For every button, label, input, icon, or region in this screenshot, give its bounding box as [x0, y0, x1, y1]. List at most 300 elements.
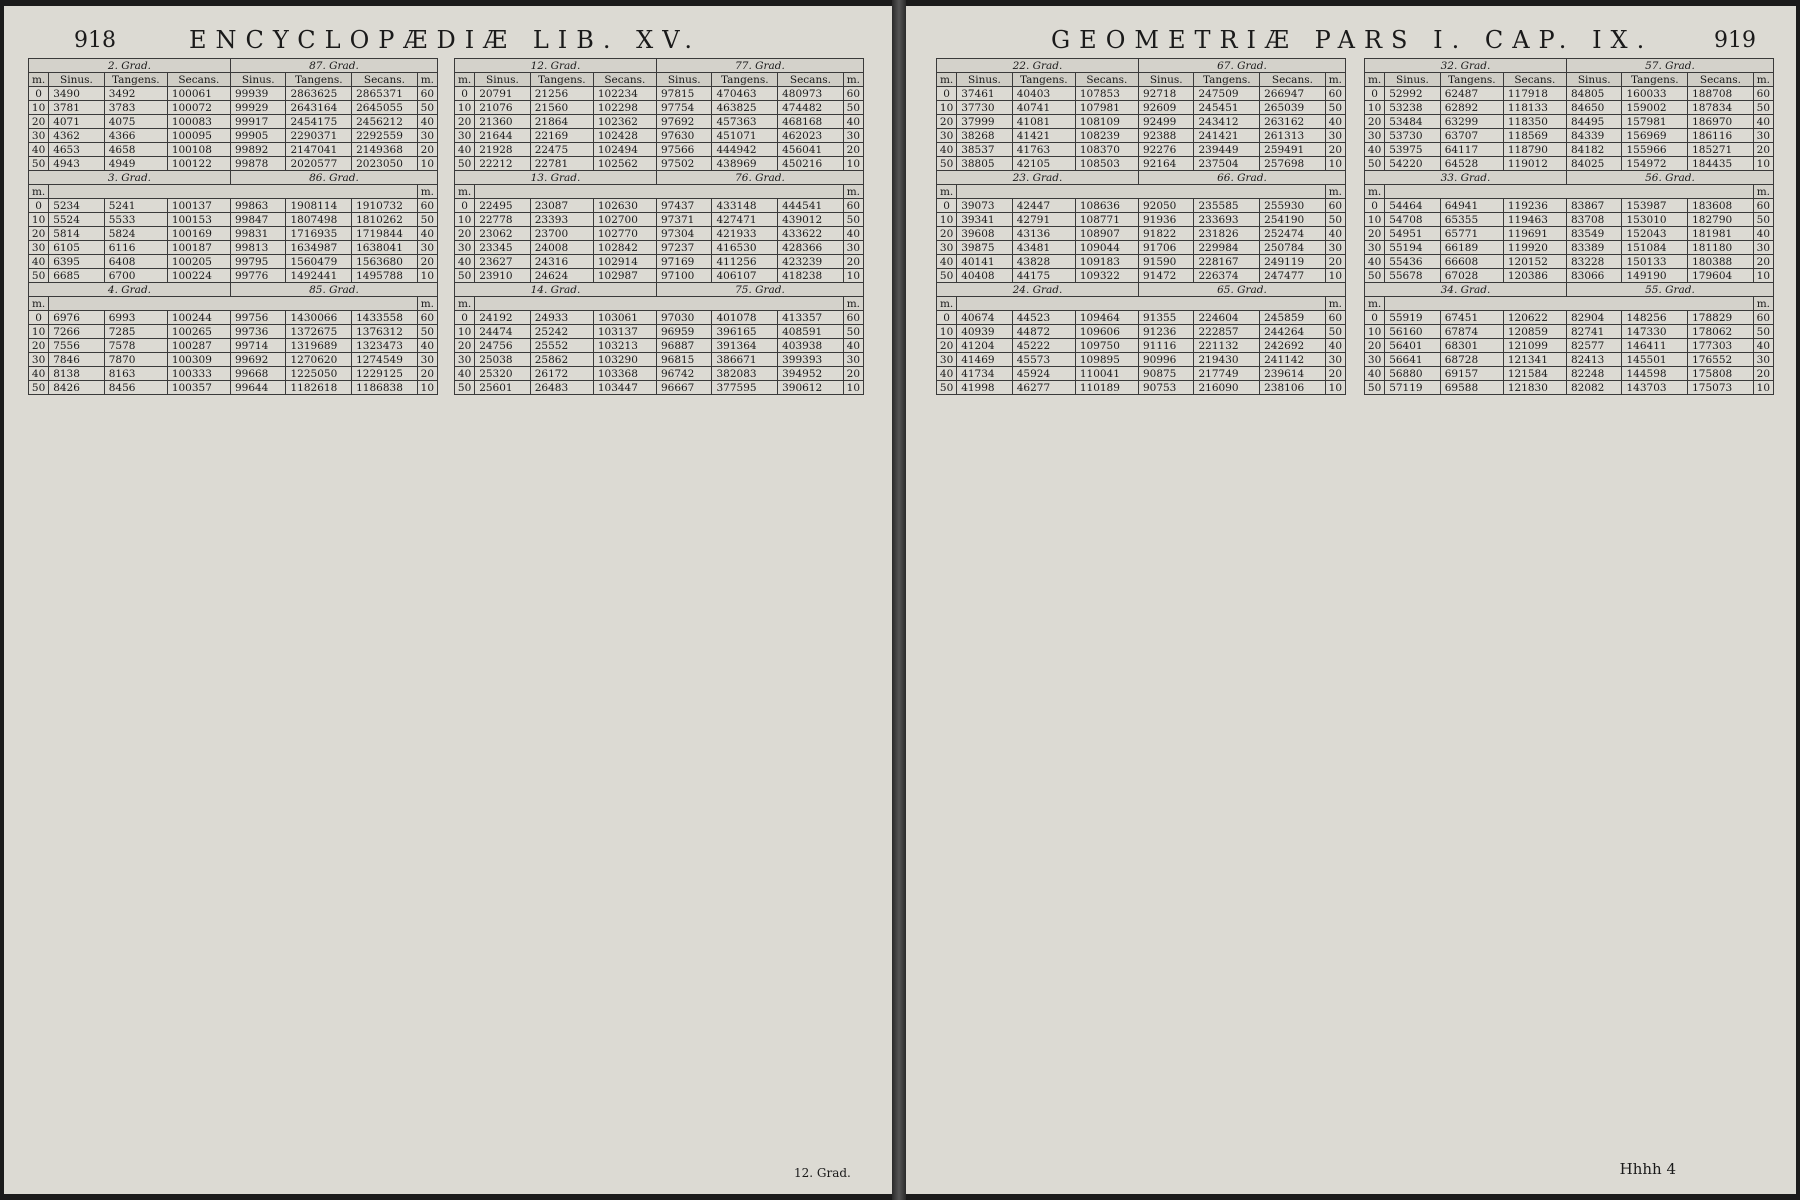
value-cell: 100224 — [167, 269, 230, 283]
value-cell: 6993 — [104, 311, 167, 325]
table-row — [937, 213, 1346, 227]
minute-cell: 10 — [29, 213, 49, 227]
minute-cell: 30 — [1365, 353, 1385, 367]
minute-cell: 30 — [937, 129, 957, 143]
minute-cell: 40 — [1753, 115, 1773, 129]
value-cell: 44872 — [1012, 325, 1075, 339]
value-cell: 24008 — [530, 241, 593, 255]
minute-cell: 30 — [1365, 129, 1385, 143]
degree-label-left: 2. Grad. — [29, 59, 231, 73]
value-cell: 46277 — [1012, 381, 1075, 395]
value-cell: 100137 — [167, 199, 230, 213]
value-cell: 63707 — [1440, 129, 1503, 143]
value-cell: 107853 — [1075, 87, 1138, 101]
minute-cell: 30 — [455, 353, 475, 367]
minute-cell: 40 — [29, 255, 49, 269]
value-cell: 82577 — [1566, 339, 1622, 353]
table-row — [1365, 115, 1774, 129]
value-cell: 187834 — [1688, 101, 1754, 115]
value-cell: 84805 — [1566, 87, 1622, 101]
minute-cell: 50 — [455, 381, 475, 395]
value-cell: 23700 — [530, 227, 593, 241]
minute-cell: 60 — [1753, 199, 1773, 213]
value-cell: 7266 — [49, 325, 105, 339]
value-cell: 120152 — [1503, 255, 1566, 269]
value-cell: 468168 — [778, 115, 844, 129]
table-row — [937, 367, 1346, 381]
degree-label-left: 34. Grad. — [1365, 283, 1567, 297]
value-cell: 2290371 — [286, 129, 352, 143]
value-cell: 39608 — [957, 227, 1013, 241]
value-cell: 102298 — [593, 101, 656, 115]
value-cell: 23345 — [475, 241, 531, 255]
value-cell: 178062 — [1688, 325, 1754, 339]
value-cell: 102630 — [593, 199, 656, 213]
value-cell: 97502 — [656, 157, 712, 171]
value-cell: 179604 — [1688, 269, 1754, 283]
value-cell: 100072 — [167, 101, 230, 115]
value-cell: 119691 — [1503, 227, 1566, 241]
minute-cell: 60 — [417, 87, 437, 101]
column-header-row — [1365, 73, 1774, 87]
value-cell: 90753 — [1138, 381, 1194, 395]
value-cell: 239449 — [1194, 143, 1260, 157]
value-cell: 155966 — [1622, 143, 1688, 157]
value-cell: 97754 — [656, 101, 712, 115]
table-row — [937, 199, 1346, 213]
minute-cell: 20 — [937, 115, 957, 129]
value-cell: 43136 — [1012, 227, 1075, 241]
value-cell: 2149368 — [352, 143, 418, 157]
value-cell: 23062 — [475, 227, 531, 241]
value-cell: 24316 — [530, 255, 593, 269]
trig-table-block — [936, 58, 1346, 395]
minute-cell: 30 — [417, 129, 437, 143]
value-cell: 23087 — [530, 199, 593, 213]
minute-cell: 20 — [455, 339, 475, 353]
left-page — [4, 6, 892, 1194]
minute-cell: 40 — [417, 115, 437, 129]
value-cell: 255930 — [1260, 199, 1326, 213]
column-header: Secans. — [1503, 73, 1566, 87]
signature-mark: Hhhh 4 — [1619, 1160, 1676, 1178]
minute-cell: 50 — [1325, 213, 1345, 227]
minute-col-label: m. — [1365, 185, 1385, 199]
column-header-row — [937, 73, 1346, 87]
minute-cell: 30 — [417, 353, 437, 367]
value-cell: 399393 — [778, 353, 844, 367]
value-cell: 96887 — [656, 339, 712, 353]
value-cell: 118790 — [1503, 143, 1566, 157]
table-row — [1365, 255, 1774, 269]
minute-cell: 10 — [417, 381, 437, 395]
value-cell: 250784 — [1260, 241, 1326, 255]
minute-col-label: m. — [455, 185, 475, 199]
degree-label-right: 85. Grad. — [230, 283, 437, 297]
value-cell: 2020577 — [286, 157, 352, 171]
minute-cell: 40 — [455, 255, 475, 269]
table-row — [1365, 213, 1774, 227]
spacer-cell — [1385, 185, 1754, 199]
value-cell: 22475 — [530, 143, 593, 157]
value-cell: 266947 — [1260, 87, 1326, 101]
value-cell: 99692 — [230, 353, 286, 367]
value-cell: 103137 — [593, 325, 656, 339]
value-cell: 247477 — [1260, 269, 1326, 283]
degree-label-right: 57. Grad. — [1566, 59, 1773, 73]
value-cell: 83549 — [1566, 227, 1622, 241]
minute-cell: 30 — [455, 241, 475, 255]
value-cell: 110189 — [1075, 381, 1138, 395]
minute-cell: 40 — [29, 143, 49, 157]
spacer-cell — [1385, 297, 1754, 311]
value-cell: 100061 — [167, 87, 230, 101]
value-cell: 97566 — [656, 143, 712, 157]
value-cell: 257698 — [1260, 157, 1326, 171]
minute-label-row — [29, 185, 438, 199]
value-cell: 21928 — [475, 143, 531, 157]
value-cell: 245451 — [1194, 101, 1260, 115]
value-cell: 99795 — [230, 255, 286, 269]
table-row — [29, 157, 438, 171]
value-cell: 62892 — [1440, 101, 1503, 115]
value-cell: 252474 — [1260, 227, 1326, 241]
value-cell: 41421 — [1012, 129, 1075, 143]
value-cell: 55436 — [1385, 255, 1441, 269]
value-cell: 1433558 — [352, 311, 418, 325]
trig-table — [1364, 58, 1774, 395]
running-head: ENCYCLOPÆDIÆ LIB. XV. — [189, 26, 701, 54]
minute-cell: 0 — [29, 87, 49, 101]
degree-header-row — [29, 283, 438, 297]
value-cell: 40403 — [1012, 87, 1075, 101]
table-row — [1365, 87, 1774, 101]
value-cell: 67028 — [1440, 269, 1503, 283]
degree-label-left: 23. Grad. — [937, 171, 1139, 185]
value-cell: 120386 — [1503, 269, 1566, 283]
value-cell: 5234 — [49, 199, 105, 213]
value-cell: 92499 — [1138, 115, 1194, 129]
minute-cell: 50 — [1325, 101, 1345, 115]
degree-header-row — [937, 283, 1346, 297]
table-row — [455, 87, 864, 101]
spacer-cell — [475, 297, 844, 311]
value-cell: 2454175 — [286, 115, 352, 129]
spacer-cell — [475, 185, 844, 199]
minute-cell: 10 — [455, 325, 475, 339]
minute-cell: 10 — [937, 213, 957, 227]
value-cell: 102428 — [593, 129, 656, 143]
minute-cell: 20 — [417, 367, 437, 381]
value-cell: 53484 — [1385, 115, 1441, 129]
trig-table — [454, 58, 864, 395]
value-cell: 43828 — [1012, 255, 1075, 269]
minute-cell: 30 — [455, 129, 475, 143]
value-cell: 233693 — [1194, 213, 1260, 227]
value-cell: 100265 — [167, 325, 230, 339]
table-row — [937, 381, 1346, 395]
value-cell: 1182618 — [286, 381, 352, 395]
table-row — [29, 381, 438, 395]
trig-table-block — [28, 58, 438, 395]
value-cell: 99847 — [230, 213, 286, 227]
value-cell: 150133 — [1622, 255, 1688, 269]
spacer-cell — [49, 297, 418, 311]
value-cell: 99929 — [230, 101, 286, 115]
value-cell: 119920 — [1503, 241, 1566, 255]
value-cell: 470463 — [712, 87, 778, 101]
value-cell: 62487 — [1440, 87, 1503, 101]
value-cell: 67451 — [1440, 311, 1503, 325]
minute-cell: 0 — [937, 199, 957, 213]
table-row — [29, 241, 438, 255]
column-header: Sinus. — [1385, 73, 1441, 87]
value-cell: 97630 — [656, 129, 712, 143]
value-cell: 102700 — [593, 213, 656, 227]
value-cell: 237504 — [1194, 157, 1260, 171]
value-cell: 1229125 — [352, 367, 418, 381]
value-cell: 390612 — [778, 381, 844, 395]
value-cell: 157981 — [1622, 115, 1688, 129]
value-cell: 37461 — [957, 87, 1013, 101]
value-cell: 226374 — [1194, 269, 1260, 283]
minute-cell: 10 — [1753, 269, 1773, 283]
value-cell: 100169 — [167, 227, 230, 241]
value-cell: 186970 — [1688, 115, 1754, 129]
table-row — [937, 353, 1346, 367]
value-cell: 8426 — [49, 381, 105, 395]
minute-cell: 0 — [1365, 311, 1385, 325]
page-number: 918 — [74, 28, 116, 53]
value-cell: 144598 — [1622, 367, 1688, 381]
degree-header-row — [455, 59, 864, 73]
value-cell: 263162 — [1260, 115, 1326, 129]
minute-cell: 0 — [937, 87, 957, 101]
value-cell: 121341 — [1503, 353, 1566, 367]
value-cell: 63299 — [1440, 115, 1503, 129]
value-cell: 463825 — [712, 101, 778, 115]
value-cell: 52992 — [1385, 87, 1441, 101]
value-cell: 82741 — [1566, 325, 1622, 339]
value-cell: 1274549 — [352, 353, 418, 367]
value-cell: 92164 — [1138, 157, 1194, 171]
value-cell: 38805 — [957, 157, 1013, 171]
minute-cell: 50 — [937, 381, 957, 395]
minute-cell: 0 — [937, 311, 957, 325]
value-cell: 401078 — [712, 311, 778, 325]
minute-cell: 60 — [417, 311, 437, 325]
value-cell: 6976 — [49, 311, 105, 325]
value-cell: 99863 — [230, 199, 286, 213]
value-cell: 5814 — [49, 227, 105, 241]
value-cell: 450216 — [778, 157, 844, 171]
minute-col-label: m. — [1753, 185, 1773, 199]
value-cell: 107981 — [1075, 101, 1138, 115]
value-cell: 1372675 — [286, 325, 352, 339]
value-cell: 109750 — [1075, 339, 1138, 353]
value-cell: 247509 — [1194, 87, 1260, 101]
value-cell: 1638041 — [352, 241, 418, 255]
right-page-header — [906, 18, 1796, 58]
value-cell: 413357 — [778, 311, 844, 325]
value-cell: 109044 — [1075, 241, 1138, 255]
value-cell: 99892 — [230, 143, 286, 157]
minute-cell: 40 — [29, 367, 49, 381]
degree-label-right: 56. Grad. — [1566, 171, 1773, 185]
minute-cell: 40 — [417, 339, 437, 353]
value-cell: 406107 — [712, 269, 778, 283]
value-cell: 4362 — [49, 129, 105, 143]
value-cell: 91590 — [1138, 255, 1194, 269]
value-cell: 91936 — [1138, 213, 1194, 227]
value-cell: 403938 — [778, 339, 844, 353]
minute-cell: 0 — [455, 311, 475, 325]
value-cell: 108503 — [1075, 157, 1138, 171]
value-cell: 55678 — [1385, 269, 1441, 283]
value-cell: 82413 — [1566, 353, 1622, 367]
value-cell: 1560479 — [286, 255, 352, 269]
value-cell: 433148 — [712, 199, 778, 213]
minute-cell: 10 — [1325, 157, 1345, 171]
table-row — [455, 339, 864, 353]
value-cell: 100244 — [167, 311, 230, 325]
minute-cell: 30 — [843, 241, 863, 255]
value-cell: 6685 — [49, 269, 105, 283]
value-cell: 160033 — [1622, 87, 1688, 101]
value-cell: 245859 — [1260, 311, 1326, 325]
minute-cell: 10 — [1365, 101, 1385, 115]
value-cell: 151084 — [1622, 241, 1688, 255]
minute-cell: 50 — [417, 101, 437, 115]
minute-cell: 20 — [1365, 115, 1385, 129]
value-cell: 1319689 — [286, 339, 352, 353]
minute-cell: 40 — [937, 367, 957, 381]
degree-label-right: 66. Grad. — [1138, 171, 1345, 185]
value-cell: 100095 — [167, 129, 230, 143]
value-cell: 82248 — [1566, 367, 1622, 381]
table-row — [937, 101, 1346, 115]
minute-cell: 60 — [843, 199, 863, 213]
value-cell: 418238 — [778, 269, 844, 283]
table-row — [29, 255, 438, 269]
minute-cell: 20 — [417, 255, 437, 269]
trig-table-block — [454, 58, 864, 395]
column-header: Sinus. — [230, 73, 286, 87]
value-cell: 99668 — [230, 367, 286, 381]
value-cell: 54220 — [1385, 157, 1441, 171]
table-row — [937, 241, 1346, 255]
value-cell: 438969 — [712, 157, 778, 171]
table-row — [29, 115, 438, 129]
minute-cell: 30 — [1325, 241, 1345, 255]
minute-cell: 10 — [1753, 157, 1773, 171]
value-cell: 41734 — [957, 367, 1013, 381]
table-row — [1365, 269, 1774, 283]
minute-label-row — [29, 297, 438, 311]
value-cell: 244264 — [1260, 325, 1326, 339]
table-row — [455, 101, 864, 115]
table-row — [1365, 381, 1774, 395]
value-cell: 176552 — [1688, 353, 1754, 367]
value-cell: 1492441 — [286, 269, 352, 283]
value-cell: 184435 — [1688, 157, 1754, 171]
value-cell: 411256 — [712, 255, 778, 269]
value-cell: 103061 — [593, 311, 656, 325]
degree-label-right: 55. Grad. — [1566, 283, 1773, 297]
value-cell: 3783 — [104, 101, 167, 115]
minute-cell: 60 — [417, 199, 437, 213]
value-cell: 83066 — [1566, 269, 1622, 283]
value-cell: 100309 — [167, 353, 230, 367]
minute-cell: 20 — [937, 227, 957, 241]
table-row — [29, 199, 438, 213]
value-cell: 22495 — [475, 199, 531, 213]
column-header: m. — [29, 73, 49, 87]
column-header: Sinus. — [475, 73, 531, 87]
table-row — [29, 325, 438, 339]
value-cell: 457363 — [712, 115, 778, 129]
value-cell: 224604 — [1194, 311, 1260, 325]
minute-cell: 30 — [29, 241, 49, 255]
degree-header-row — [937, 59, 1346, 73]
value-cell: 8138 — [49, 367, 105, 381]
value-cell: 97100 — [656, 269, 712, 283]
minute-cell: 20 — [937, 339, 957, 353]
minute-col-label: m. — [455, 297, 475, 311]
table-row — [29, 339, 438, 353]
column-header: m. — [1365, 73, 1385, 87]
value-cell: 421933 — [712, 227, 778, 241]
value-cell: 69588 — [1440, 381, 1503, 395]
table-row — [455, 241, 864, 255]
table-row — [455, 213, 864, 227]
value-cell: 241142 — [1260, 353, 1326, 367]
minute-label-row — [1365, 185, 1774, 199]
table-row — [1365, 325, 1774, 339]
minute-cell: 20 — [417, 143, 437, 157]
minute-col-label: m. — [843, 297, 863, 311]
value-cell: 102987 — [593, 269, 656, 283]
value-cell: 109183 — [1075, 255, 1138, 269]
value-cell: 5824 — [104, 227, 167, 241]
value-cell: 102562 — [593, 157, 656, 171]
minute-cell: 40 — [1325, 339, 1345, 353]
value-cell: 242692 — [1260, 339, 1326, 353]
value-cell: 4653 — [49, 143, 105, 157]
minute-cell: 20 — [843, 367, 863, 381]
value-cell: 100287 — [167, 339, 230, 353]
value-cell: 108907 — [1075, 227, 1138, 241]
value-cell: 7578 — [104, 339, 167, 353]
value-cell: 21256 — [530, 87, 593, 101]
column-header: Tangens. — [1440, 73, 1503, 87]
column-header: m. — [417, 73, 437, 87]
column-header: Secans. — [1075, 73, 1138, 87]
table-row — [937, 269, 1346, 283]
value-cell: 181180 — [1688, 241, 1754, 255]
column-header: m. — [1753, 73, 1773, 87]
minute-cell: 20 — [1325, 143, 1345, 157]
value-cell: 99813 — [230, 241, 286, 255]
value-cell: 241421 — [1194, 129, 1260, 143]
degree-header-row — [455, 171, 864, 185]
minute-cell: 50 — [1325, 325, 1345, 339]
degree-label-right: 76. Grad. — [656, 171, 863, 185]
minute-cell: 30 — [417, 241, 437, 255]
value-cell: 152043 — [1622, 227, 1688, 241]
table-row — [937, 87, 1346, 101]
spacer-cell — [957, 185, 1326, 199]
